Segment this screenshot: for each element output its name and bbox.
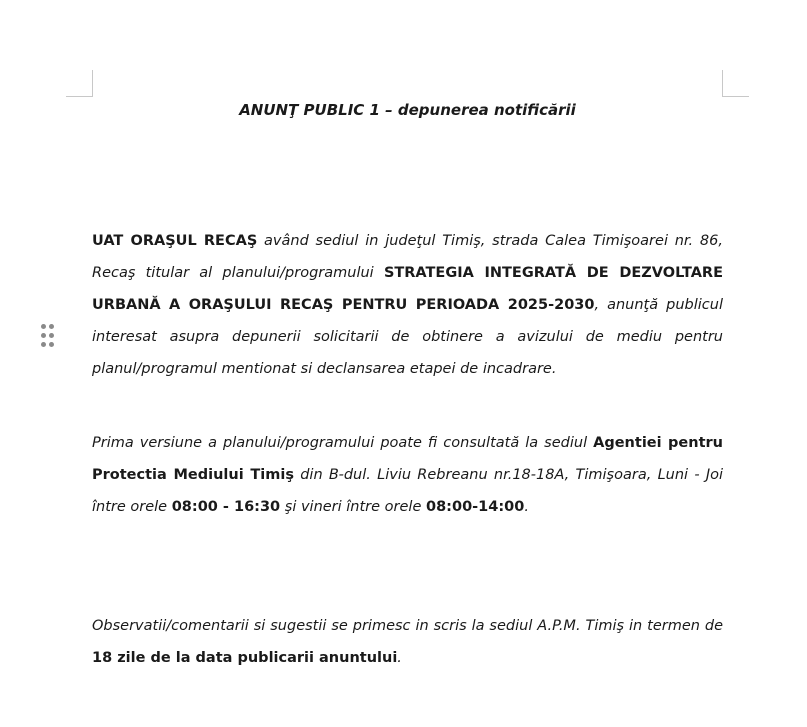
paragraph-text: Observatii/comentarii si sugestii se primesc in scris la sediul A.P.M. Timiş in termen de [92, 618, 723, 634]
hours-fri: 08:00-14:00 [426, 499, 525, 515]
drag-handle-icon[interactable] [41, 324, 55, 348]
paragraph-text: şi vineri între orele [280, 499, 426, 515]
page-corner-mark-top-right [722, 70, 749, 97]
paragraph-consultation[interactable] [92, 427, 723, 523]
paragraph-comments[interactable] [92, 610, 723, 674]
plan-name: STRATEGIA INTEGRATĂ DE DEZVOLTARE URBANĂ A ORAŞULUI RECAŞ PENTRU PERIOADA 2025-2030 [92, 265, 723, 313]
paragraph-notice[interactable] [92, 225, 723, 385]
hours-mon-thu: 08:00 - 16:30 [171, 499, 281, 515]
paragraph-text: Prima versiune a planului/programului poate fi consultată la sediul [92, 435, 594, 451]
document-title: ANUNŢ PUBLIC 1 – depunerea notificării [239, 101, 576, 119]
agency-name: Agentiei pentru Protectia Mediului Timiş [92, 435, 723, 483]
paragraph-text: . [397, 650, 402, 666]
paragraph-text: din B-dul. Liviu Rebreanu nr.18-18A, Timişoara, Luni - Joi între orele [92, 467, 724, 515]
org-name: UAT ORAŞUL RECAŞ [92, 233, 258, 249]
paragraph-text: . [524, 499, 529, 515]
paragraph-text: , anunţă publicul interesat asupra depunerii solicitarii de obtinere a avizului de mediu pentru planul/programul mentionat si declansarea etapei de incadrare. [92, 297, 723, 377]
page-corner-mark-top-left [66, 70, 93, 97]
deadline: 18 zile de la data publicarii anuntului [92, 650, 398, 666]
paragraph-text: având sediul in judeţul Timiş, strada Calea Timişoarei nr. 86, Recaş titular al planului/programului [92, 233, 723, 281]
